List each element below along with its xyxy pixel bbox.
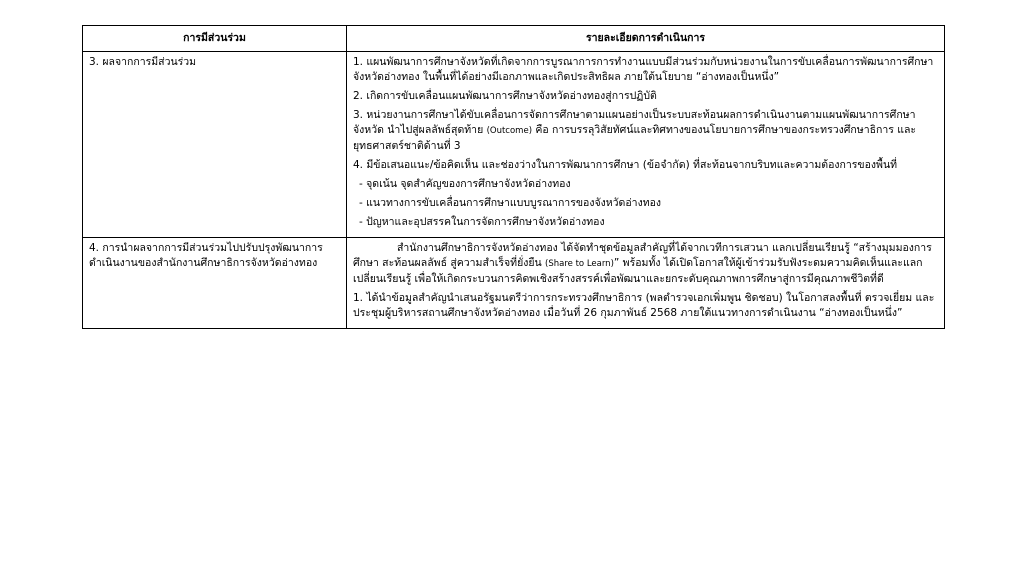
row4-intro — [353, 241, 938, 287]
row4-intro-text-a: สำนักงานศึกษาธิการจังหวัดอ่างทอง ได้จัดทำชุดข้อมูลสำคัญที่ได้จากเวทีการเสวนา แลกเปลี่ยนเรียนรู้ “สร้างมุมมองการศึกษา สะท้อนผลลัพธ์ สู่ความสำเร็จที่ยั่งยืน — [353, 242, 932, 269]
bullet-item: - แนวทางการขับเคลื่อนการศึกษาแบบบูรณาการของจังหวัดอ่างทอง — [359, 197, 662, 209]
header-details: รายละเอียดการดำเนินการ — [347, 26, 945, 52]
table-row — [83, 52, 945, 238]
row3-topic: 3. ผลจากการมีส่วนร่วม — [83, 52, 347, 238]
row3-item-3-text-b: คือ การบรรลุวิสัยทัศน์และทิศทางของนโยบายการศึกษาของกระทรวงศึกษาธิการ และยุทธศาสตร์ชาติด้านที่ 3 — [353, 124, 917, 152]
row3-details — [347, 52, 945, 238]
row3-item-2: 2. เกิดการขับเคลื่อนแผนพัฒนาการศึกษาจังหวัดอ่างทองสู่การปฏิบัติ — [353, 90, 657, 102]
header-participation: การมีส่วนร่วม — [83, 26, 347, 52]
bullet-item: - ปัญหาและอุปสรรคในการจัดการศึกษาจังหวัดอ่างทอง — [359, 216, 605, 228]
bullet-item: - จุดเน้น จุดสำคัญของการศึกษาจังหวัดอ่างทอง — [359, 178, 571, 190]
row3-item-4: 4. มีข้อเสนอแนะ/ข้อคิดเห็น และช่องว่างในการพัฒนาการศึกษา (ข้อจำกัด) ที่สะท้อนจากบริบทและความต้องการของพื้นที่ — [353, 159, 898, 171]
share-to-learn-term: (Share to Learn) — [545, 259, 614, 269]
table-row — [83, 238, 945, 329]
row4-item-1: 1. ได้นำข้อมูลสำคัญนำเสนอรัฐมนตรีว่าการกระทรวงศึกษาธิการ (พลตำรวจเอกเพิ่มพูน ชิดชอบ) ในโอกาสลงพื้นที่ ตรวจเยี่ยม และประชุมผู้บริหารสถานศึกษาจังหวัดอ่างทอง เมื่อวันที่ 26 กุมภาพันธ์ 2568 ภายใต้แนวทางการดำเนินงาน “อ่างทองเป็นหนึ่ง” — [353, 292, 935, 319]
participation-table — [82, 25, 945, 329]
table-header-row — [83, 26, 945, 52]
row3-item-1: 1. แผนพัฒนาการศึกษาจังหวัดที่เกิดจากการบูรณาการการทำงานแบบมีส่วนร่วมกับหน่วยงานในการขับเคลื่อนการพัฒนาการศึกษาจังหวัดอ่างทอง ในพื้นที่ได้อย่างมีเอกภาพและเกิดประสิทธิผล ภายใต้นโยบาย “อ่างทองเป็นหนึ่ง” — [353, 56, 934, 83]
row4-details — [347, 238, 945, 329]
row4-intro-text-b: ” พร้อมทั้ง ได้เปิดโอกาสให้ผู้เข้าร่วมรับฟังระดมความคิดเห็นและแลกเปลี่ยนเรียนรู้ เพื่อให้เกิดกระบวนการคิดพเชิงสร้างสรรค์เพื่อพัฒนาและยกระดับคุณภาพการศึกษาสู่การมีคุณภาพชีวิตที่ดี — [353, 257, 923, 285]
row4-topic: 4. การนำผลจากการมีส่วนร่วมไปปรับปรุงพัฒนาการดำเนินงานของสำนักงานศึกษาธิการจังหวัดอ่างทอง — [83, 238, 347, 329]
outcome-term: (Outcome) — [486, 126, 533, 136]
row3-item-3 — [353, 108, 938, 154]
row3-item-3-text-a: 3. หน่วยงานการศึกษาได้ขับเคลื่อนการจัดการศึกษาตามแผนอย่างเป็นระบบสะท้อนผลการดำเนินงานตามแผนพัฒนาการศึกษาจังหวัด นำไปสู่ผลลัพธ์สุดท้าย — [353, 109, 916, 136]
